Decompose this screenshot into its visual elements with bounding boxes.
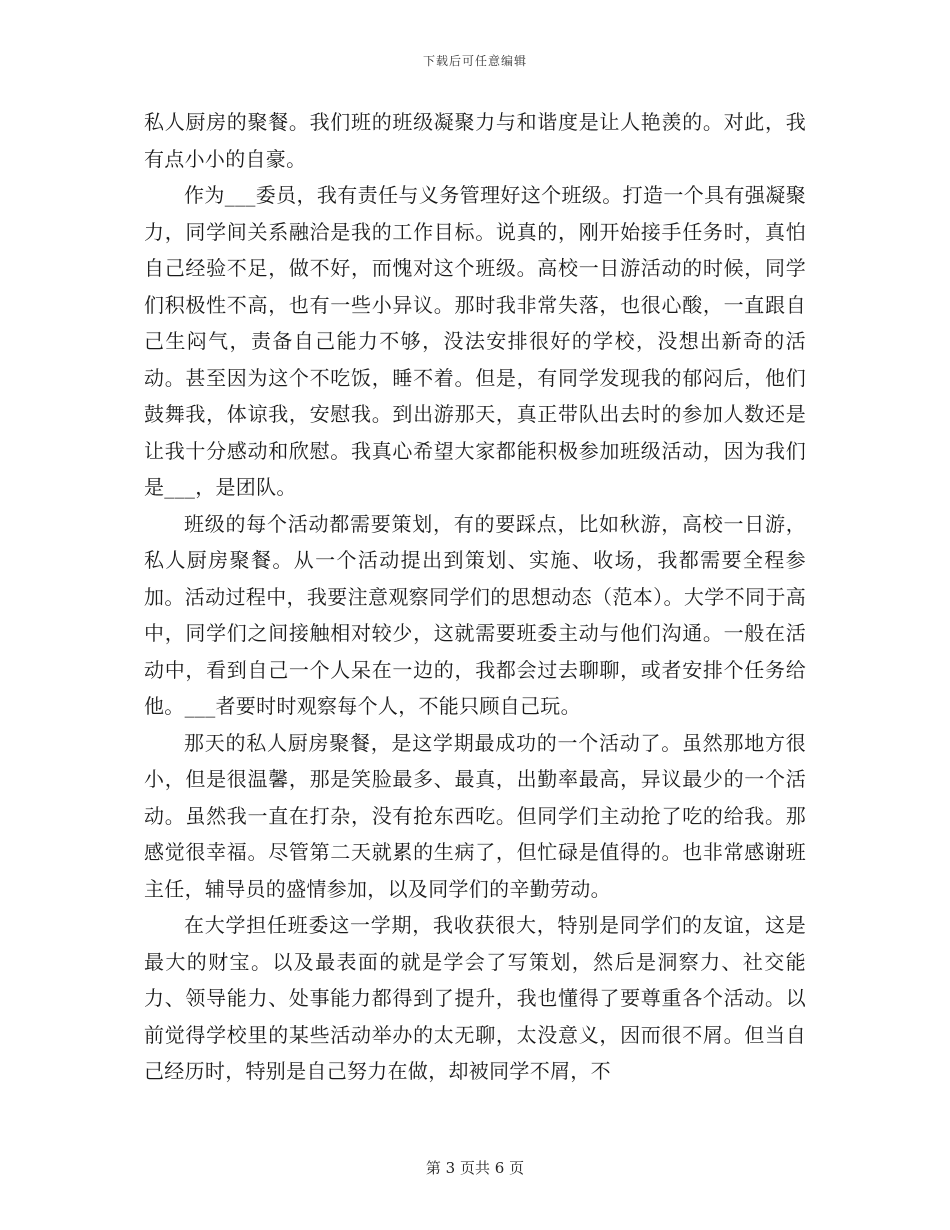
paragraph-5: 在大学担任班委这一学期，我收获很大，特别是同学们的友谊，这是最大的财宝。以及最表面的就是学会了写策划，然后是洞察力、社交能力、领导能力、处事能力都得到了提升，我也懂得了要尊重各个活动。以前觉得学校里的某些活动举办的太无聊，太没意义，因而很不屑。但当自己经历时，特别是自己努力在做，却被同学不屑，不 — [144, 913, 806, 1083]
paragraph-4: 那天的私人厨房聚餐，是这学期最成功的一个活动了。虽然那地方很小，但是很温馨，那是笑脸最多、最真，出勤率最高，异议最少的一个活动。虽然我一直在打杂，没有抢东西吃。但同学们主动抢了吃的给我。那感觉很幸福。尽管第二天就累的生病了，但忙碌是值得的。也非常感谢班主任，辅导员的盛情参加，以及同学们的辛勤劳动。 — [144, 730, 806, 901]
paragraph-3: 班级的每个活动都需要策划，有的要踩点，比如秋游，高校一日游，私人厨房聚餐。从一个活动提出到策划、实施、收场，我都需要全程参加。活动过程中，我要注意观察同学们的思想动态（范本）。大学不同于高中，同学们之间接触相对较少，这就需要班委主动与他们沟通。一般在活动中，看到自己一个人呆在一边的，我都会过去聊聊，或者安排个任务给他。___者要时时观察每个人，不能只顾自己玩。 — [144, 511, 806, 718]
document-body — [144, 104, 806, 1090]
page-header: 下载后可任意编辑 — [422, 54, 527, 68]
page-footer: 第 3 页共 6 页 — [425, 1159, 525, 1177]
paragraph-2: 作为___委员，我有责任与义务管理好这个班级。打造一个具有强凝聚力，同学间关系融洽是我的工作目标。说真的，刚开始接手任务时，真怕自己经验不足，做不好，而愧对这个班级。高校一日游活动的时候，同学们积极性不高，也有一些小异议。那时我非常失落，也很心酸，一直跟自己生闷气，责备自己能力不够，没法安排很好的学校，没想出新奇的活动。甚至因为这个不吃饭，睡不着。但是，有同学发现我的郁闷后，他们鼓舞我，体谅我，安慰我。到出游那天，真正带队出去时的参加人数还是让我十分感动和欣慰。我真心希望大家都能积极参加班级活动，因为我们是___，是团队。 — [144, 183, 806, 499]
paragraph-1: 私人厨房的聚餐。我们班的班级凝聚力与和谐度是让人艳羡的。对此，我有点小小的自豪。 — [144, 110, 806, 171]
